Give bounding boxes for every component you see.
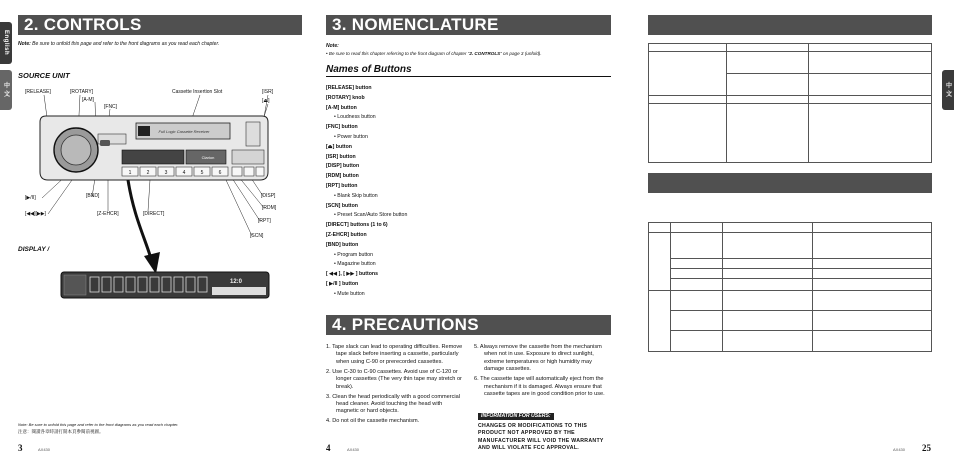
label-bnd: [BND] [86, 193, 100, 199]
button-name-sub-entry: • Magazine button [334, 261, 376, 268]
information-for-users-box [478, 404, 611, 453]
svg-text:6: 6 [218, 170, 222, 176]
page25-header-bar-2 [648, 173, 932, 193]
controls-note: Note: Be sure to unfold this page and refer to the front diagrams as you read each chapter. [18, 41, 220, 47]
bottom-note-cn: 注意：閱讀各章時請打開本頁參閱前視圖。 [18, 429, 104, 434]
button-name-entry: [RDM] button [326, 173, 359, 180]
label-am: [A-M] [82, 97, 94, 103]
nomenclature-note: • Be sure to read this chapter referring to the front diagram of chapter “2. CONTROLS” on page 3 (unfold). [326, 51, 542, 56]
nomenclature-note-label: Note: [326, 43, 339, 49]
svg-text:Clarion: Clarion [201, 155, 215, 160]
bottom-note: Note: Be sure to unfold this page and refer to the front diagrams as you read each chapter. [18, 422, 179, 427]
page-number-3: 3 [18, 443, 23, 453]
info-text: CHANGES OR MODIFICATIONS TO THIS PRODUCT NOT APPROVED BY THE MANUFACTURER WILL VOID THE WARRANTY AND WILL VIOLATE FCC APPROVAL. [478, 423, 604, 452]
button-name-entry: [RPT] button [326, 182, 358, 189]
button-name-entry: [ ◀◀ ], [ ▶▶ ] buttons [326, 271, 378, 278]
button-name-sub-entry: • Power button [334, 133, 368, 140]
page25-header-bar-1 [648, 15, 932, 35]
svg-text:12:0: 12:0 [229, 279, 243, 285]
button-name-entry: [SCN] button [326, 202, 358, 209]
button-name-entry: [RELEASE] button [326, 85, 372, 91]
nomenclature-header: 3. NOMENCLATURE [326, 15, 611, 35]
page25-table-1 [648, 43, 932, 163]
side-tab-english: English [0, 22, 12, 64]
precaution-item: 4. Do not oil the cassette mechanism. [326, 418, 420, 425]
precautions-left [326, 344, 464, 428]
button-name-sub-entry: • Blank Skip button [334, 192, 378, 199]
label-rdm: [RDM] [262, 205, 277, 211]
model-25: AX430 [893, 447, 906, 452]
page-number-4: 4 [326, 443, 331, 453]
label-isr: [ISR] [262, 89, 274, 95]
controls-header: 2. CONTROLS [18, 15, 302, 35]
precaution-item: 5. Always remove the cassette from the mechanism when not in use. Exposure to direct sunlight, extreme temperatures or high humidity may damage cassettes. [474, 344, 602, 373]
source-unit-heading: SOURCE UNIT [18, 71, 70, 80]
label-release: [RELEASE] [25, 89, 51, 95]
button-name-sub-entry: • Mute button [334, 290, 365, 297]
svg-text:5: 5 [200, 170, 204, 176]
arrow-down-icon [120, 178, 180, 276]
page25-table-2 [648, 222, 932, 352]
page-number-25: 25 [922, 443, 931, 453]
svg-text:3: 3 [164, 170, 168, 176]
button-name-entry: [BND] button [326, 241, 359, 248]
button-name-entry: [⏏] button [326, 143, 352, 150]
button-name-entry: [ISR] button [326, 153, 356, 160]
label-scn: [SCN] [250, 233, 264, 239]
display-illustration [60, 271, 270, 299]
button-name-entry: [DISP] button [326, 163, 360, 170]
label-fnc: [FNC] [104, 104, 118, 110]
side-tab-chinese-right: 中 文 [942, 70, 954, 110]
model-4: AX430 [347, 447, 360, 452]
source-unit-illustration [34, 112, 274, 186]
svg-text:4: 4 [182, 170, 186, 176]
precaution-item: 1. Tape slack can lead to operating difficulties. Remove tape slack before inserting a cassette, particularly when using C-90 or prerecorded cassettes. [326, 344, 463, 365]
label-seek: [◀◀][▶▶] [25, 211, 46, 217]
svg-text:Full Logic Cassette Receiver: Full Logic Cassette Receiver [158, 129, 210, 134]
button-name-entry: [FNC] button [326, 124, 358, 131]
side-tab-chinese: 中 文 [0, 70, 12, 110]
precaution-item: 3. Clean the head periodically with a good commercial head cleaner. Avoid touching the head with magnetic or hard objects. [326, 393, 461, 415]
label-rotary: [ROTARY] [70, 89, 94, 95]
label-cassette-slot: Cassette Insertion Slot [172, 89, 223, 95]
svg-text:2: 2 [146, 170, 150, 176]
precautions-header: 4. PRECAUTIONS [326, 315, 611, 335]
names-of-buttons-heading: Names of Buttons [326, 64, 611, 77]
label-zehcr: [Z-EHCR] [97, 211, 119, 217]
model-3: AX430 [38, 447, 51, 452]
button-name-sub-entry: • Loudness button [334, 114, 376, 121]
button-name-sub-entry: • Program button [334, 251, 374, 258]
label-direct: [DIRECT] [143, 211, 165, 217]
button-name-entry: [ ▶/II ] button [326, 280, 359, 287]
display-heading: DISPLAY / [18, 246, 50, 253]
precaution-item: 2. Use C-30 to C-90 cassettes. Avoid use of C-120 or longer cassettes (The very thin tape may stretch or break). [326, 368, 462, 390]
button-name-entry: [Z-EHCR] button [326, 231, 367, 238]
label-play-pause: [▶/II] [25, 195, 36, 201]
precaution-item: 6. The cassette tape will automatically eject from the mechanism if it is damaged. Always ensure that cassette tapes are in good condition prior to use. [474, 376, 605, 398]
button-names-list [326, 84, 486, 300]
button-name-entry: [DIRECT] buttons (1 to 6) [326, 222, 388, 229]
label-disp: [DISP] [261, 193, 276, 199]
button-name-entry: [A-M] button [326, 104, 357, 111]
button-name-entry: [ROTARY] knob [326, 94, 365, 101]
label-rpt: [RPT] [258, 218, 271, 224]
info-label: INFORMATION FOR USERS: [478, 413, 554, 420]
button-name-sub-entry: • Preset Scan/Auto Store button [334, 212, 408, 219]
svg-text:1: 1 [128, 170, 132, 176]
precautions-right [474, 344, 611, 401]
label-eject: [⏏] [262, 98, 270, 104]
